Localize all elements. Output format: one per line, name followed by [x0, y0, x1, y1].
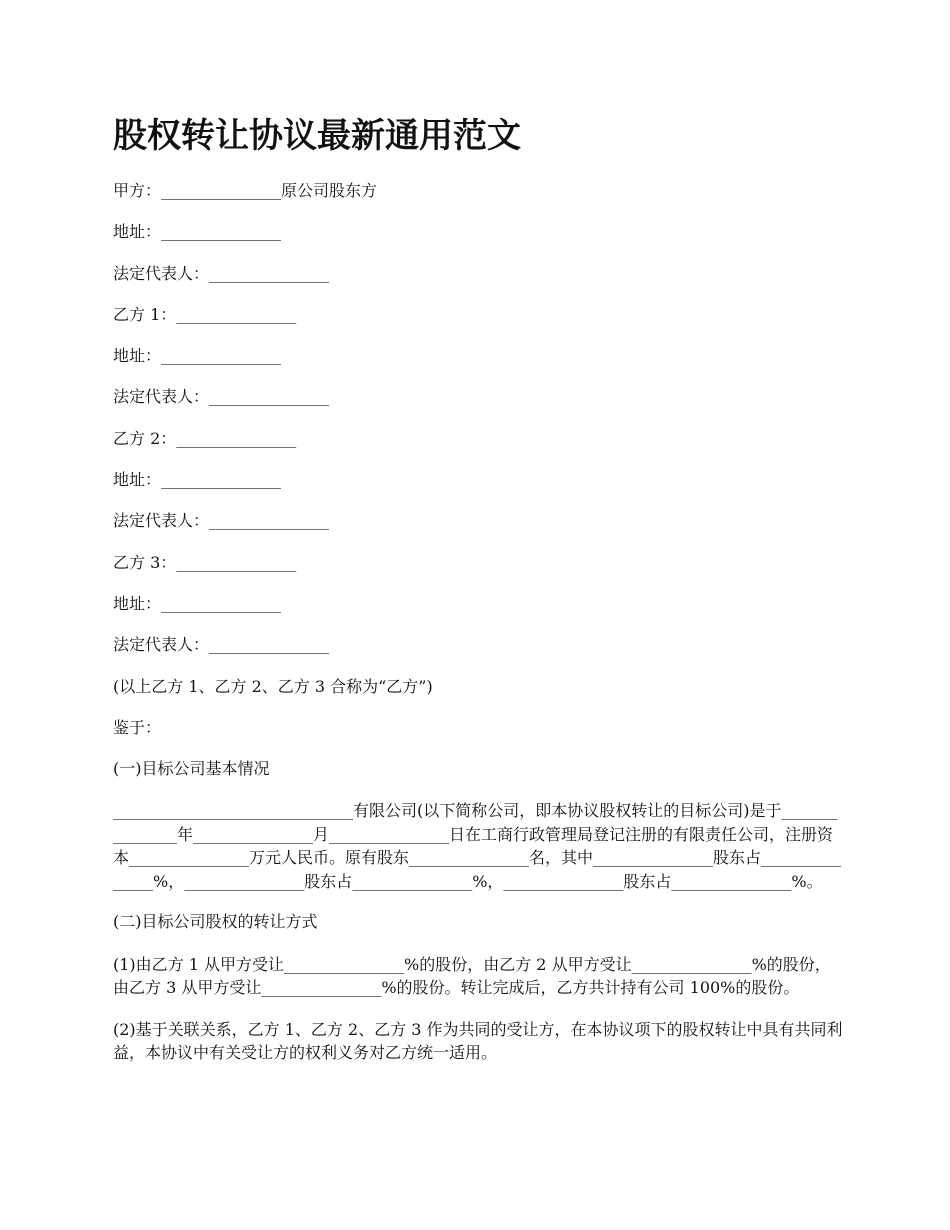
party-b2-representative-line: 法定代表人：_______________ — [113, 511, 330, 531]
party-b2-line: 乙方 2：_______________ — [113, 428, 297, 448]
party-a-address-line: 地址：_______________ — [113, 222, 282, 242]
party-a-representative-line: 法定代表人：_______________ — [113, 263, 330, 283]
section-1-body: ______________________________有限公司(以下简称公司，即本协议股权转让的目标公司)是于_______________年_______________月_______________日在工商行政管理局登记注册的有限责任公司，注册资本_______________万元人民币。原有股东_______________名，其中_______________股东占_______________%，_______________股东占_______________%，_______________股东占_______________%。 — [113, 801, 842, 891]
section-1-heading: (一)目标公司基本情况 — [113, 759, 270, 779]
section-2-item-2: (2)基于关联关系，乙方 1、乙方 2、乙方 3 作为共同的受让方，在本协议项下的股权转让中具有共同利益，本协议中有关受让方的权利义务对乙方统一适用。 — [113, 1019, 843, 1063]
section-2-heading: (二)目标公司股权的转让方式 — [113, 912, 318, 932]
party-b1-line: 乙方 1：_______________ — [113, 304, 297, 324]
party-b3-address-line: 地址：_______________ — [113, 593, 282, 613]
party-b2-address-line: 地址：_______________ — [113, 470, 282, 490]
party-b1-address-line: 地址：_______________ — [113, 346, 282, 366]
party-b1-representative-line: 法定代表人：_______________ — [113, 387, 330, 407]
document-page — [113, 112, 843, 1083]
whereas-label: 鉴于： — [113, 717, 162, 737]
party-a-line: 甲方：_______________原公司股东方 — [113, 181, 378, 200]
party-b3-representative-line: 法定代表人：_______________ — [113, 635, 330, 655]
party-b3-line: 乙方 3：_______________ — [113, 552, 297, 572]
document-title: 股权转让协议最新通用范文 — [113, 116, 521, 156]
section-2-item-1: (1)由乙方 1 从甲方受让_______________%的股份，由乙方 2 从甲方受让_______________%的股份，由乙方 3 从甲方受让_______________%的股份。转让完成后，乙方共计持有公司 100%的股份。 — [113, 954, 831, 998]
collective-note: (以上乙方 1、乙方 2、乙方 3 合称为“乙方”) — [113, 676, 433, 696]
